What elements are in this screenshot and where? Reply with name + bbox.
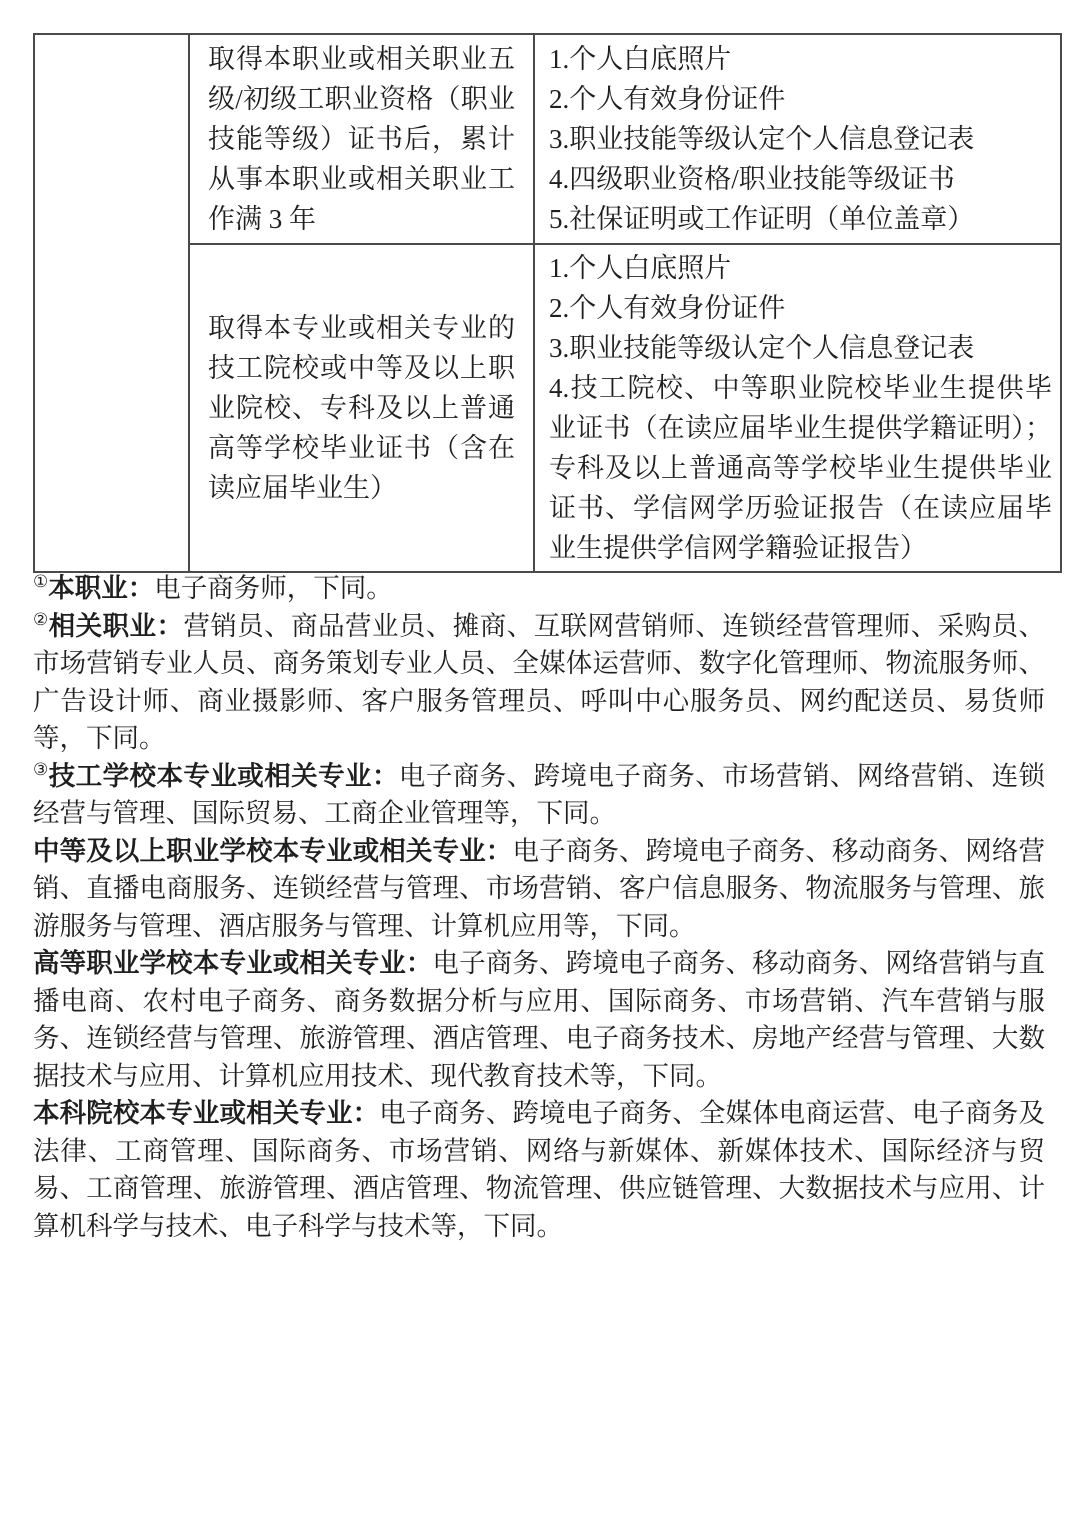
footnote — [33, 945, 1045, 1095]
material-item: 1.个人白底照片 — [549, 44, 732, 74]
material-item: 5.社保证明或工作证明（单位盖章） — [549, 204, 975, 234]
footnote — [33, 608, 1045, 758]
criteria-cell-row1: 取得本职业或相关职业五级/初级工职业资格（职业技能等级）证书后，累计从事本职业或相关职业工作满 3 年 — [189, 34, 534, 244]
materials-cell-row2 — [534, 244, 1061, 572]
footnote-marker: ③ — [33, 759, 49, 779]
footnote-label: 本科院校本专业或相关专业： — [33, 1098, 380, 1128]
footnote-label: 本职业： — [48, 573, 155, 603]
footnote-text: 电子商务、跨境电子商务、移动商务、网络营销与直播电商、农村电子商务、商务数据分析与应用、国际商务、市场营销、汽车营销与服务、连锁经营与管理、旅游管理、酒店管理、电子商务技术、房地产经营与管理、大数据技术与应用、计算机应用技术、现代教育技术等，下同。 — [33, 948, 1046, 1091]
material-item: 4.技工院校、中等职业院校毕业生提供毕业证书（在读应届毕业生提供学籍证明）；专科及以上普通高等学校毕业生提供毕业证书、学信网学历验证报告（在读应届毕业生提供学信网学籍验证报告） — [549, 373, 1052, 563]
footnote-label: 中等及以上职业学校本专业或相关专业： — [33, 835, 513, 866]
footnote-marker: ② — [33, 609, 49, 629]
material-item: 1.个人白底照片 — [549, 253, 732, 283]
footnote — [33, 570, 1045, 608]
footnote — [33, 1095, 1045, 1245]
material-item: 3.职业技能等级认定个人信息登记表 — [549, 124, 975, 154]
footnote — [33, 758, 1045, 833]
certification-requirements-table — [33, 33, 1062, 573]
material-item: 2.个人有效身份证件 — [549, 293, 786, 323]
footnote-label: 相关职业： — [48, 610, 184, 641]
footnote-text: 电子商务、跨境电子商务、移动商务、网络营销、直播电商服务、连锁经营与管理、市场营销、客户信息服务、物流服务与管理、旅游服务与管理、酒店服务与管理、计算机应用等，下同。 — [33, 835, 1046, 941]
material-item: 3.职业技能等级认定个人信息登记表 — [549, 333, 975, 363]
table-empty-cell — [34, 34, 189, 572]
footnote — [33, 833, 1045, 946]
footnote-marker: ① — [33, 572, 49, 592]
table-row — [34, 244, 1061, 572]
criteria-cell-row2: 取得本专业或相关专业的技工院校或中等及以上职业院校、专科及以上普通高等学校毕业证书（含在读应届毕业生） — [189, 244, 534, 572]
materials-cell-row1 — [534, 34, 1061, 244]
footnote-text: 营销员、商品营业员、摊商、互联网营销师、连锁经营管理师、采购员、市场营销专业人员、商务策划专业人员、全媒体运营师、数字化管理师、物流服务师、广告设计师、商业摄影师、客户服务管理员、呼叫中心服务员、网约配送员、易货师等，下同。 — [33, 610, 1046, 753]
footnotes-section — [33, 570, 1045, 1245]
footnote-text: 电子商务、跨境电子商务、全媒体电商运营、电子商务及法律、工商管理、国际商务、市场营销、网络与新媒体、新媒体技术、国际经济与贸易、工商管理、旅游管理、酒店管理、物流管理、供应链管理、大数据技术与应用、计算机科学与技术、电子科学与技术等，下同。 — [33, 1098, 1046, 1241]
footnote-text: 电子商务、跨境电子商务、市场营销、网络营销、连锁经营与管理、国际贸易、工商企业管理等，下同。 — [33, 760, 1046, 828]
footnote-text: 电子商务师，下同。 — [154, 573, 393, 603]
material-item: 4.四级职业资格/职业技能等级证书 — [549, 164, 955, 194]
table-row — [34, 34, 1061, 244]
footnote-label: 高等职业学校本专业或相关专业： — [33, 948, 433, 978]
material-item: 2.个人有效身份证件 — [549, 84, 786, 114]
footnote-label: 技工学校本专业或相关专业： — [48, 760, 399, 791]
